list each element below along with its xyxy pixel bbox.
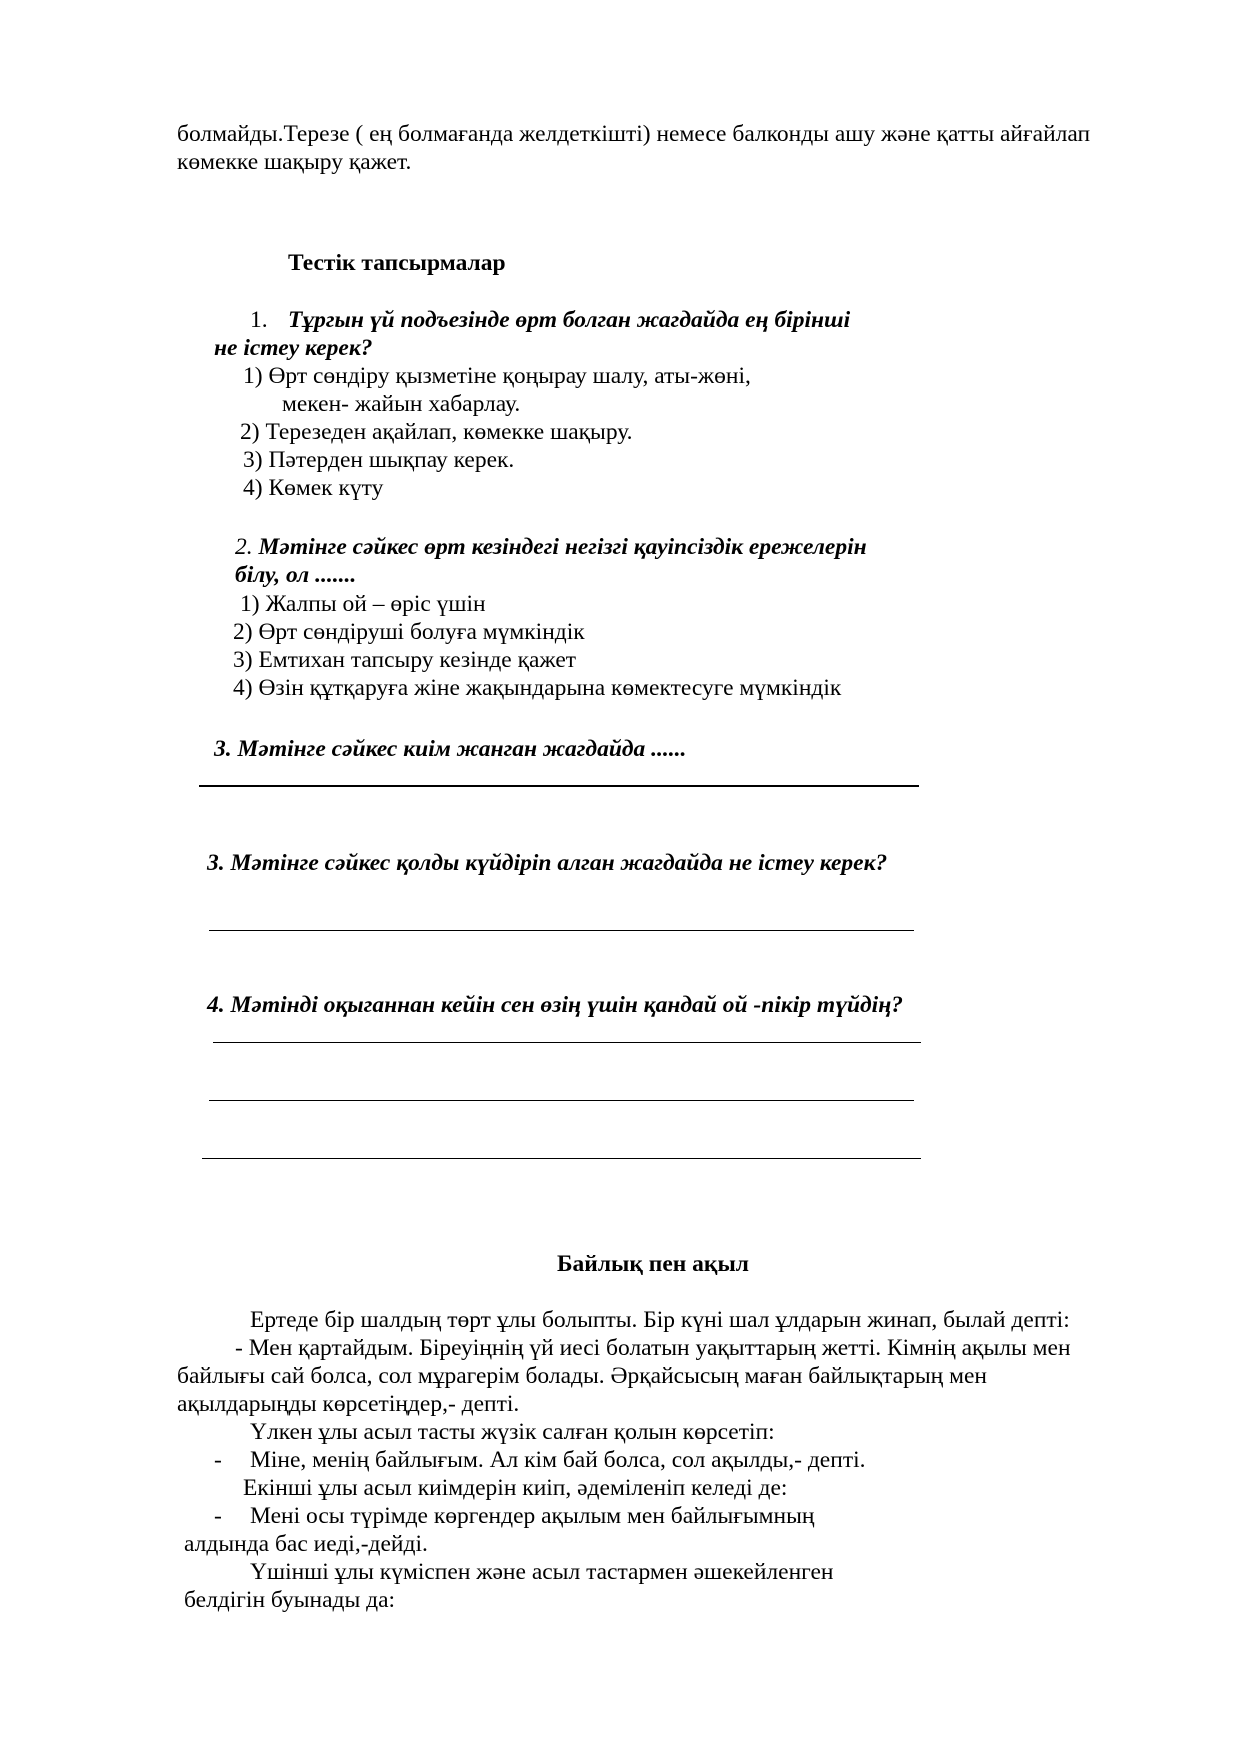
q2-text: Мәтінге сәйкес өрт кезіндегі негізгі қауіпсіздік ережелерін [258,534,867,560]
q2-option-4: 4) Өзін құтқаруға жіне жақындарына көмектесуге мүмкіндік [233,675,842,701]
q3b-answer-line[interactable] [209,930,914,931]
q1-option-1-cont: мекен- жайын хабарлау. [282,391,521,417]
story-line-11: белдігін буынады да: [184,1587,396,1613]
story-line-1: Ертеде бір шалдың төрт ұлы болыпты. Бір күні шал ұлдарын жинап, былай депті: [250,1307,1070,1333]
story-dash-1: - [214,1447,222,1473]
section-title: Тестік тапсырмалар [288,250,506,276]
q3b-text: 3. Мәтінге сәйкес қолды күйдіріп алган жагдайда не істеу керек? [207,850,888,876]
q1-option-3: 3) Пәтерден шықпау керек. [243,447,515,473]
story-dash-2: - [214,1503,222,1529]
q1-text-line-2: не істеу керек? [214,335,373,361]
q1-number: 1. [250,307,268,333]
q2-number: 2. [235,534,253,560]
q3a-text: 3. Мәтінге сәйкес киім жанган жагдайда ...... [214,736,687,762]
q4-text: 4. Мәтінді оқыганнан кейін сен өзің үшін қандай ой -пікір түйдің? [207,992,904,1018]
story-line-9: алдында бас иеді,-дейді. [184,1531,428,1557]
story-line-7: Екінші ұлы асыл киімдерін киіп, әдеміленіп келеді де: [243,1475,788,1501]
story-line-5: Үлкен ұлы асыл тасты жүзік салған қолын көрсетіп: [250,1419,775,1445]
q4-answer-line-3[interactable] [202,1158,921,1159]
intro-line-2: көмекке шақыру қажет. [177,149,412,175]
q2-option-1: 1) Жалпы ой – өріс үшін [240,591,486,617]
story-line-10: Үшінші ұлы күміспен және асыл тастармен әшекейленген [250,1559,834,1585]
q3a-answer-line[interactable] [199,785,919,787]
q2-option-3: 3) Емтихан тапсыру кезінде қажет [233,647,577,673]
story-line-3: байлығы сай болса, сол мұрагерім болады. Әрқайсысың маған байлықтарың мен [177,1363,987,1389]
q2-option-2: 2) Өрт сөндіруші болуға мүмкіндік [233,619,585,645]
story-line-8: Мені осы түрімде көргендер ақылым мен байлығымның [250,1503,815,1529]
story-line-6: Міне, менің байлығым. Ал кім бай болса, сол ақылды,- депті. [250,1447,866,1473]
q4-answer-line-1[interactable] [213,1042,921,1043]
story-title: Байлық пен ақыл [557,1251,749,1277]
q2-text-line-2: білу, ол ....... [235,562,357,588]
q1-option-1: 1) Өрт сөндіру қызметіне қоңырау шалу, аты-жөні, [243,363,751,389]
q1-text-line-1: Тұргын үй подъезінде өрт болган жагдайда ең бірінші [288,307,851,333]
q4-answer-line-2[interactable] [209,1100,914,1101]
q1-option-2: 2) Терезеден ақайлап, көмекке шақыру. [240,419,633,445]
q1-option-4: 4) Көмек күту [243,475,384,501]
story-line-2: - Мен қартайдым. Біреуіңнің үй иесі болатын уақыттарың жетті. Кімнің ақылы мен [235,1335,1071,1361]
intro-line-1: болмайды.Терезе ( ең болмағанда желдеткішті) немесе балконды ашу және қатты айғайлап [177,121,1091,147]
q2-text-line-1 [235,533,867,561]
story-line-4: ақылдарыңды көрсетіңдер,- депті. [177,1391,520,1417]
